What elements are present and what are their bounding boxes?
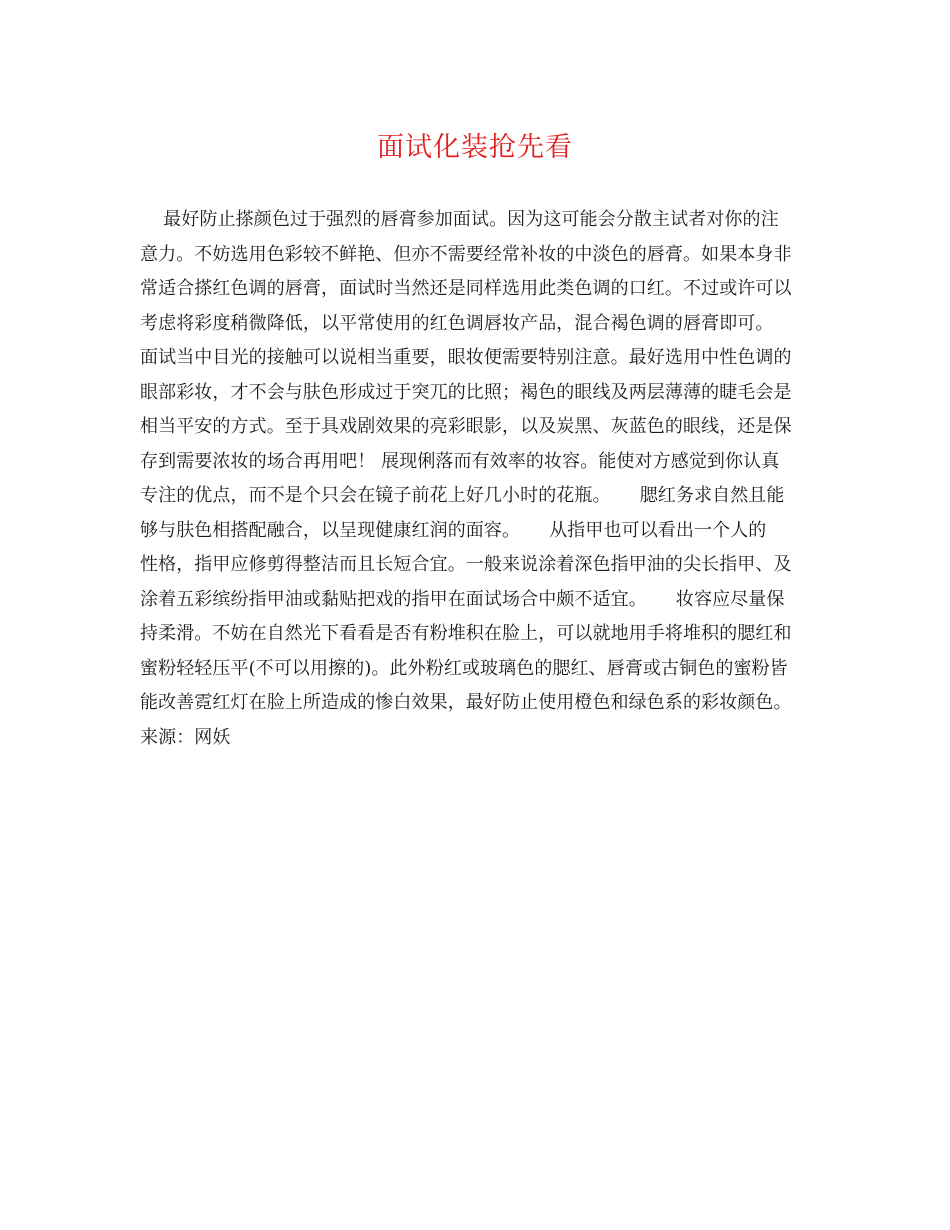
body-line: 存到需要浓妆的场合再用吧！ 展现俐落而有效率的妆容。能使对方感觉到你认真: [140, 450, 780, 472]
page-title: 面试化装抢先看: [377, 132, 573, 163]
body-line: 性格，指甲应修剪得整洁而且长短合宜。一般来说涂着深色指甲油的尖长指甲、及: [140, 554, 792, 575]
body-line: 意力。不妨选用色彩较不鲜艳、但亦不需要经常补妆的中淡色的唇膏。如果本身非: [140, 243, 792, 265]
body-line: 面试当中目光的接触可以说相当重要，眼妆便需要特别注意。最好选用中性色调的: [140, 347, 792, 368]
body-line: 考虑将彩度稍微降低，以平常使用的红色调唇妆产品，混合褐色调的唇膏即可。: [140, 312, 774, 334]
body-line: 最好防止搽颜色过于强烈的唇膏参加面试。因为这可能会分散主试者对你的注: [140, 209, 779, 230]
body-line: 够与肤色相搭配融合，以呈现健康红润的面容。 从指甲也可以看出一个人的: [140, 519, 767, 541]
body-line: 常适合搽红色调的唇膏，面试时当然还是同样选用此类色调的口红。不过或许可以: [140, 278, 792, 299]
body-line: 持柔滑。不妨在自然光下看看是否有粉堆积在脸上，可以就地用手将堆积的腮红和: [140, 623, 792, 644]
body-line: 能改善霓红灯在脸上所造成的惨白效果，最好防止使用橙色和绿色系的彩妆颜色。: [140, 692, 792, 713]
body-line: 蜜粉轻轻压平(不可以用擦的)。此外粉红或玻璃色的腮红、唇膏或古铜色的蜜粉皆: [140, 657, 788, 679]
article-body: [140, 203, 812, 755]
body-line: 涂着五彩缤纷指甲油或黏贴把戏的指甲在面试场合中颇不适宜。 妆容应尽量保: [140, 588, 785, 610]
source-line: 来源：网妖: [140, 726, 231, 748]
body-line: 眼部彩妆，才不会与肤色形成过于突兀的比照；褐色的眼线及两层薄薄的睫毛会是: [140, 381, 792, 403]
body-line: 相当平安的方式。至于具戏剧效果的亮彩眼影，以及炭黑、灰蓝色的眼线，还是保: [140, 416, 792, 437]
body-line: 专注的优点，而不是个只会在镜子前花上好几小时的花瓶。 腮红务求自然且能: [140, 485, 785, 506]
